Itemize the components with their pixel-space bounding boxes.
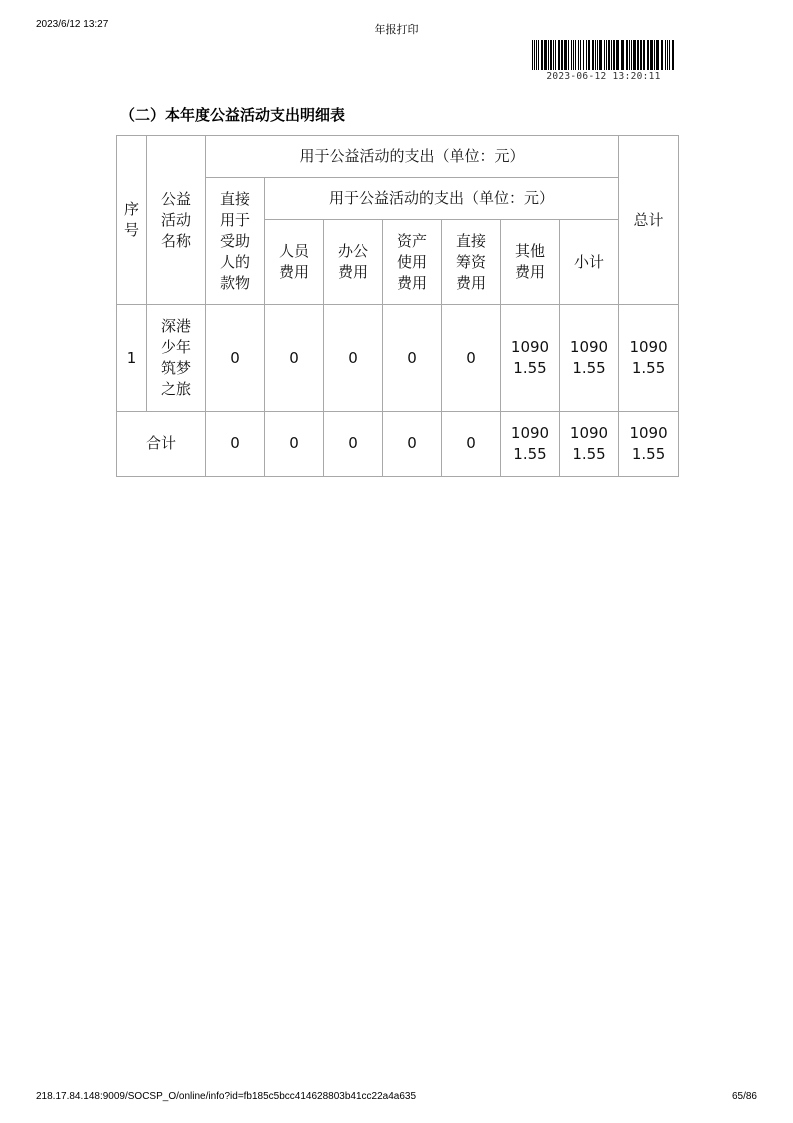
footer-url: 218.17.84.148:9009/SOCSP_O/online/info?id=fb185c5bcc414628803b41cc22a4a635 xyxy=(36,1091,417,1102)
header-seq: 序号 xyxy=(117,136,147,305)
cell-activity-name: 深港少年筑梦之旅 xyxy=(147,305,206,411)
summary-asset-use: 0 xyxy=(383,411,442,476)
summary-subtotal: 10901.55 xyxy=(560,411,619,476)
cell-other: 10901.55 xyxy=(501,305,560,411)
header-office: 办公费用 xyxy=(324,220,383,305)
header-personnel: 人员费用 xyxy=(265,220,324,305)
header-asset-use: 资产使用费用 xyxy=(383,220,442,305)
cell-fundraising: 0 xyxy=(442,305,501,411)
summary-total: 10901.55 xyxy=(619,411,679,476)
barcode-image xyxy=(532,40,675,70)
summary-other: 10901.55 xyxy=(501,411,560,476)
cell-asset-use: 0 xyxy=(383,305,442,411)
summary-direct-aid: 0 xyxy=(206,411,265,476)
expenditure-table xyxy=(116,135,679,477)
header-other: 其他费用 xyxy=(501,220,560,305)
print-datetime: 2023/6/12 13:27 xyxy=(36,19,109,30)
header-group-top: 用于公益活动的支出（单位：元） xyxy=(206,136,619,178)
footer-page-number: 65/86 xyxy=(731,1091,757,1102)
cell-personnel: 0 xyxy=(265,305,324,411)
section-title: （二）本年度公益活动支出明细表 xyxy=(120,106,346,124)
header-subtotal: 小计 xyxy=(560,220,619,305)
cell-subtotal: 10901.55 xyxy=(560,305,619,411)
header-direct-aid: 直接用于受助人的款物 xyxy=(206,178,265,305)
summary-label: 合计 xyxy=(117,411,206,476)
cell-office: 0 xyxy=(324,305,383,411)
barcode-timestamp: 2023-06-12 13:20:11 xyxy=(546,71,661,82)
cell-seq: 1 xyxy=(117,305,147,411)
cell-total: 10901.55 xyxy=(619,305,679,411)
table-row xyxy=(117,305,679,411)
cell-direct-aid: 0 xyxy=(206,305,265,411)
header-group-sub: 用于公益活动的支出（单位：元） xyxy=(265,178,619,220)
summary-personnel: 0 xyxy=(265,411,324,476)
header-activity-name: 公益活动名称 xyxy=(147,136,206,305)
summary-fundraising: 0 xyxy=(442,411,501,476)
header-fundraising: 直接筹资费用 xyxy=(442,220,501,305)
header-row-1 xyxy=(117,136,679,178)
header-total: 总计 xyxy=(619,136,679,305)
summary-office: 0 xyxy=(324,411,383,476)
print-page-title: 年报打印 xyxy=(374,24,419,36)
summary-row xyxy=(117,411,679,476)
